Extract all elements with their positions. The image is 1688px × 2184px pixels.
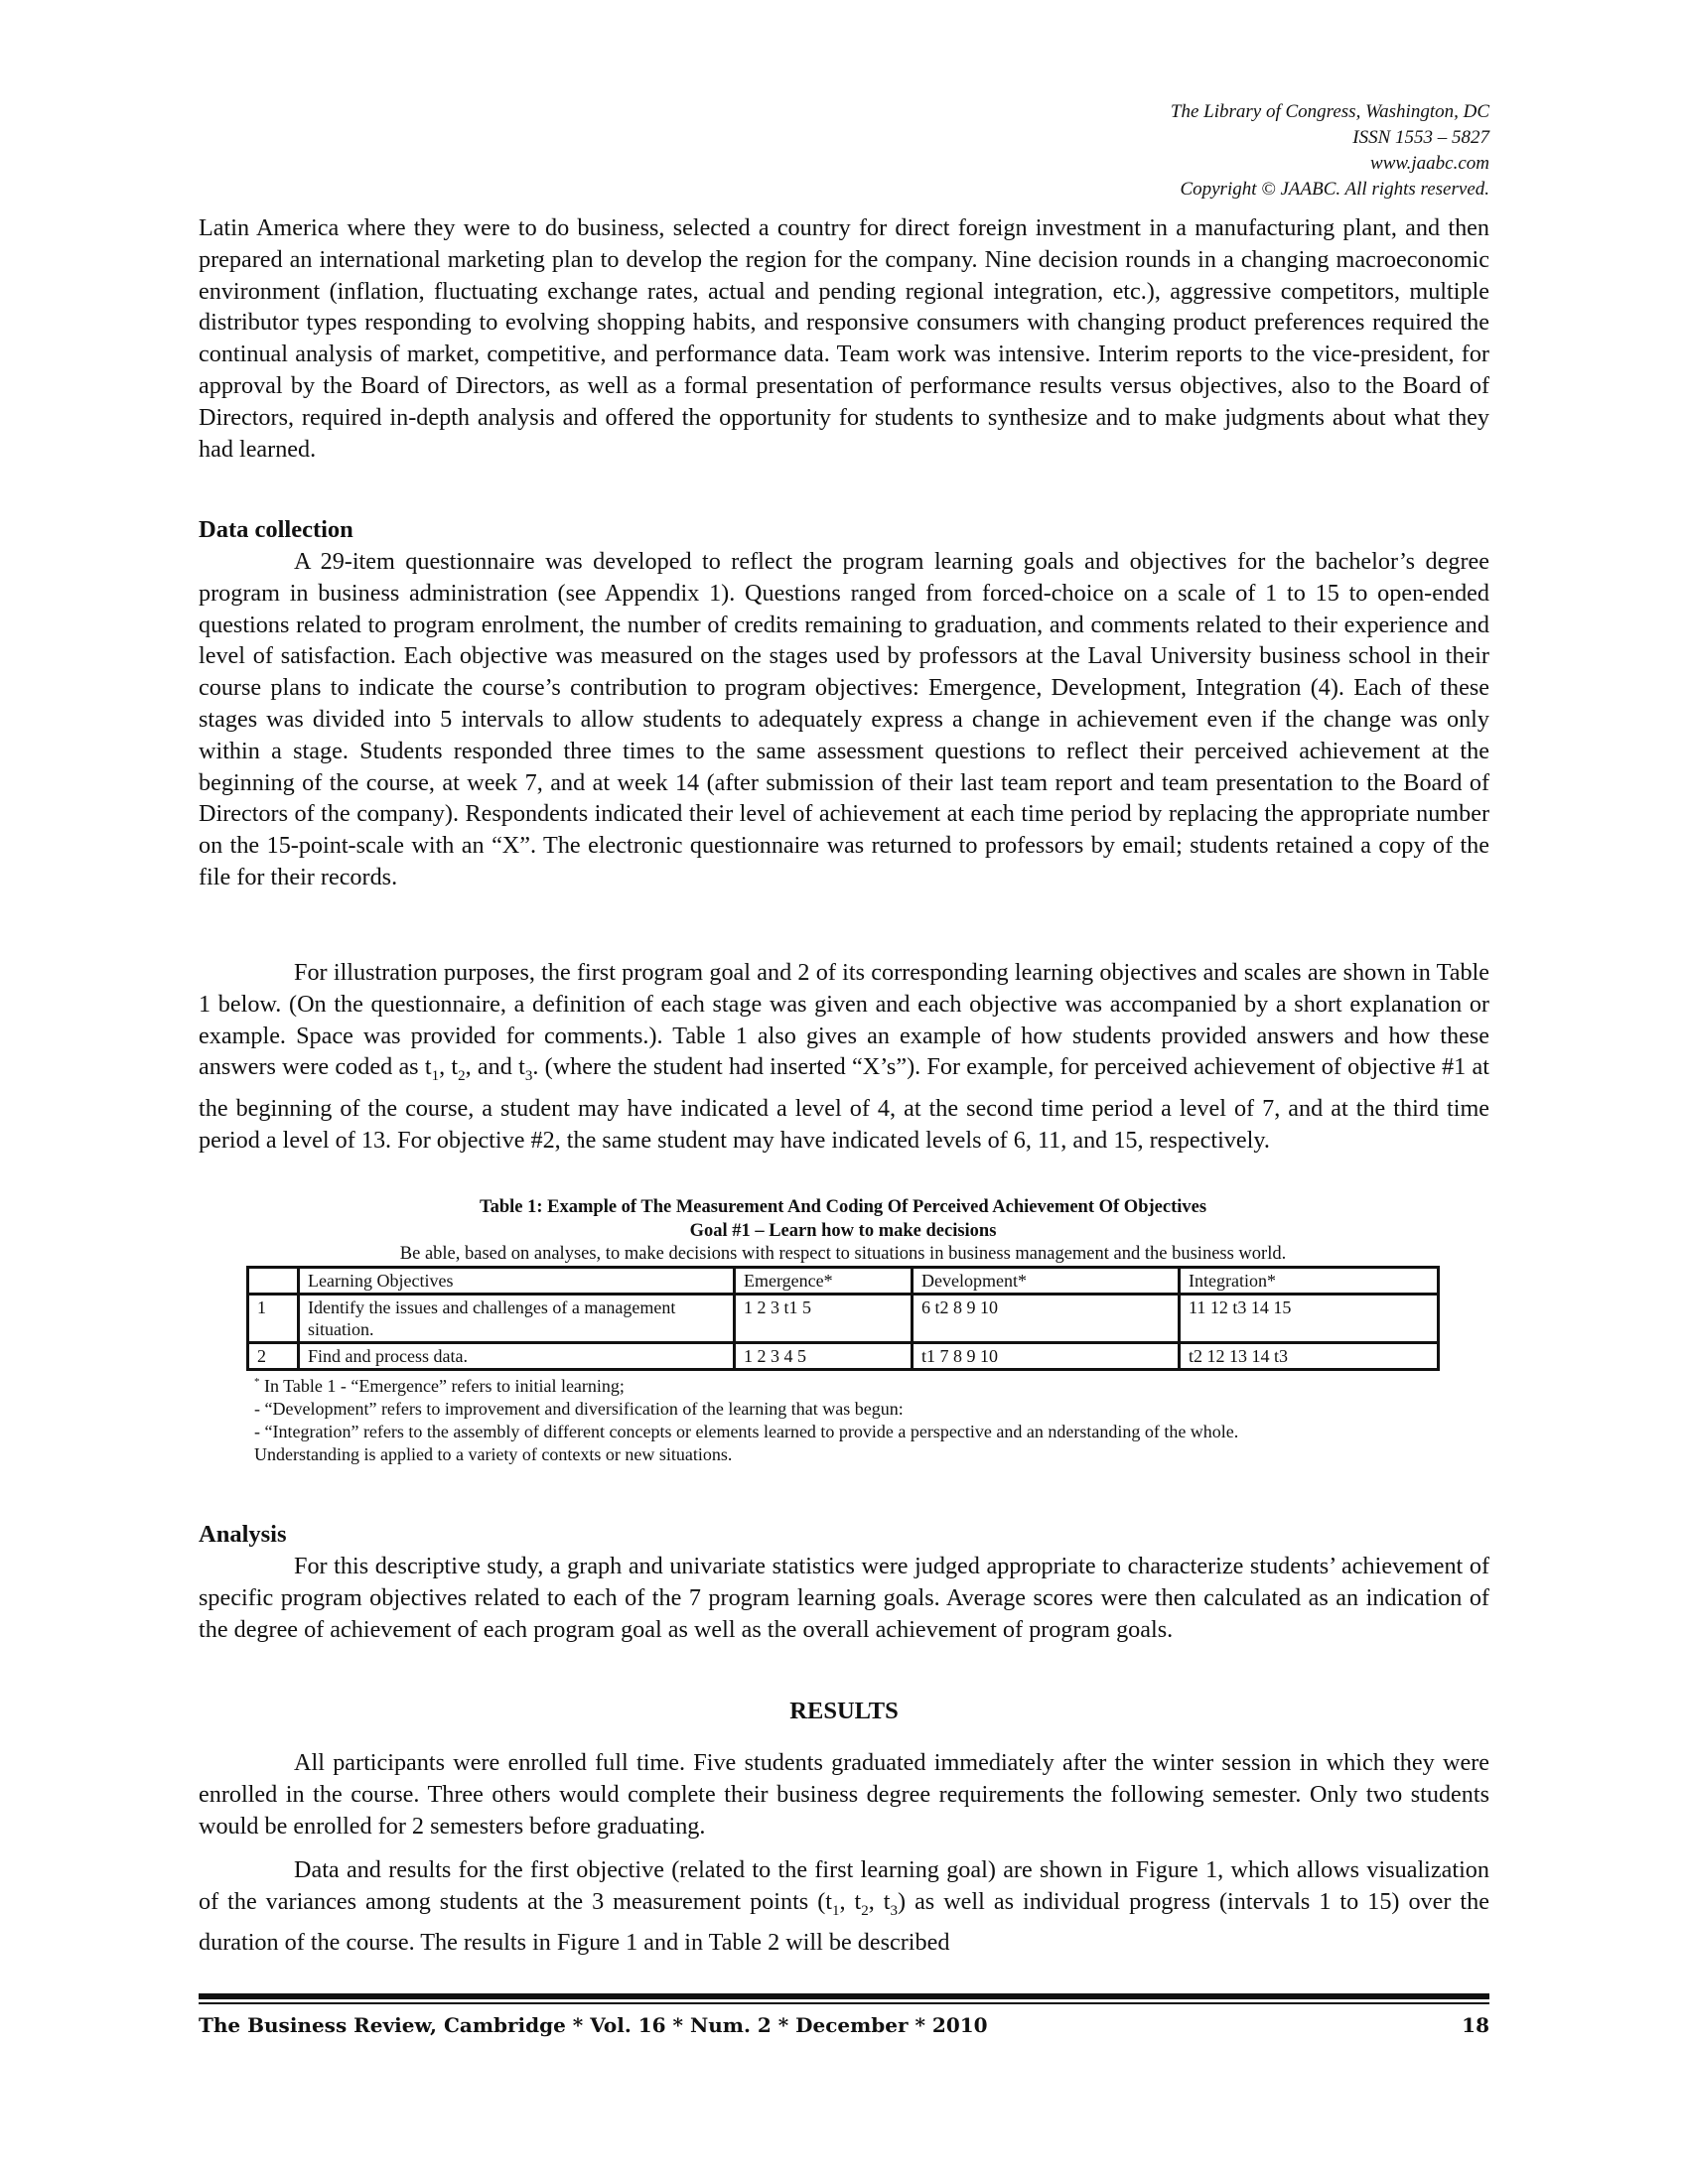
data-collection-heading: Data collection	[199, 516, 353, 543]
table-cell: Identify the issues and challenges of a management situation.	[299, 1295, 735, 1343]
header-line-1: The Library of Congress, Washington, DC	[1170, 101, 1489, 122]
table-goal-description: Be able, based on analyses, to make decisions with respect to situations in business management and the business world.	[399, 1244, 1287, 1264]
subscript: 2	[458, 1068, 466, 1085]
header-cell: Development*	[913, 1268, 1180, 1295]
journal-header	[1171, 99, 1489, 203]
header-line-3: www.jaabc.com	[1370, 153, 1489, 174]
results-section	[199, 1747, 1489, 1842]
para-text: For illustration purposes, the first program goal and 2 of its corresponding learning objectives and scales are shown in Table 1 below. (On the questionnaire, a definition of each stage was given and each objective was accompanied by a short explanation or example. Space was provided for comments.). Table 1 also gives an example of how students provided answers and how these answers were coded as t	[199, 959, 1489, 1081]
header-cell	[248, 1268, 299, 1295]
results-section-2	[199, 1854, 1489, 1959]
footer-rule	[199, 1993, 1489, 2004]
header-cell: Learning Objectives	[299, 1268, 735, 1295]
intro-section	[199, 212, 1489, 465]
para-text: , and t	[465, 1053, 525, 1081]
header-line-4: Copyright © JAABC. All rights reserved.	[1180, 179, 1489, 200]
note-2: - “Development” refers to improvement and diversification of the learning that was begun:	[254, 1399, 904, 1419]
para-text: , t	[439, 1053, 459, 1081]
table-cell: Find and process data.	[299, 1343, 735, 1370]
subscript: 1	[431, 1068, 440, 1085]
intro-paragraph: Latin America where they were to do business, selected a country for direct foreign investment in a manufacturing plant, and then prepared an international marketing plan to develop the region for the company. Nine decision rounds in a changing macroeconomic environment (inflation, fluctuating exchange rates, actual and pending regional integration, etc.), aggressive competitors, multiple distributor types responding to evolving shopping habits, and responsive consumers with changing product preferences required the continual analysis of market, competitive, and performance data. Team work was intensive. Interim reports to the vice-president, for approval by the Board of Directors, as well as a formal presentation of performance results versus objectives, also to the Board of Directors, required in-depth analysis and offered the opportunity for students to synthesize and to make judgments about what they had learned.	[199, 214, 1489, 463]
table-row	[248, 1295, 1439, 1343]
page-footer	[199, 2013, 1489, 2037]
table-cell: t2 12 13 14 t3	[1180, 1343, 1439, 1370]
para-text: , t	[839, 1887, 862, 1915]
table-caption: Table 1: Example of The Measurement And Coding Of Perceived Achievement Of Objectives	[479, 1197, 1207, 1217]
results-paragraph-2	[199, 1854, 1489, 1959]
table-goal: Goal #1 – Learn how to make decisions	[689, 1221, 997, 1241]
para-text: Data and results for the first objective (related to the first learning goal) are shown in Figure 1, which allows visualization of the variances among students at the 3 measurement points (t	[199, 1856, 1489, 1915]
note-text: In Table 1 - “Emergence” refers to initial learning;	[264, 1376, 625, 1396]
para-text: . (where the student had inserted “X’s”). For example, for perceived achievement of objective #1 at the beginning of the course, a student may have indicated a level of 4, at the second time period a level of 7, and at the third time period a level of 13. For objective #2, the same student may have indicated levels of 6, 11, and 15, respectively.	[199, 1053, 1489, 1154]
objectives-table	[246, 1266, 1440, 1371]
table-cell: 1 2 3 t1 5	[735, 1295, 913, 1343]
footer-journal: The Business Review, Cambridge * Vol. 16 * Num. 2 * December * 2010	[199, 2013, 988, 2037]
para-text: ) as well as individual progress (intervals 1 to 15) over the duration of the course. The results in Figure 1 and in Table 2 will be described	[199, 1887, 1489, 1957]
note-1	[254, 1371, 1440, 1398]
subscript: 1	[832, 1902, 840, 1919]
table-cell: 11 12 t3 14 15	[1180, 1295, 1439, 1343]
table-cell: 6 t2 8 9 10	[913, 1295, 1180, 1343]
data-collection-section	[199, 514, 1489, 893]
subscript: 3	[524, 1068, 533, 1085]
data-collection-paragraph-1: A 29-item questionnaire was developed to reflect the program learning goals and objectives for the bachelor’s degree program in business administration (see Appendix 1). Questions ranged from forced-choice on a scale of 1 to 15 to open-ended questions related to program enrolment, the number of credits remaining to graduation, and comments related to their experience and level of satisfaction. Each objective was measured on the stages used by professors at the Laval University business school in their course plans to indicate the course’s contribution to program objectives: Emergence, Development, Integration (4). Each of these stages was divided into 5 intervals to allow students to adequately express a change in achievement even if the change was only within a stage. Students responded three times to the same assessment questions to reflect their perceived achievement at the beginning of the course, at week 7, and at week 14 (after submission of their last team report and team presentation to the Board of Directors of the company). Respondents indicated their level of achievement at each time period by replacing the appropriate number on the 15-point-scale with an “X”. The electronic questionnaire was returned to professors by email; students retained a copy of the file for their records.	[199, 548, 1489, 890]
header-cell: Integration*	[1180, 1268, 1439, 1295]
note-4: Understanding is applied to a variety of contexts or new situations.	[254, 1444, 733, 1464]
table-cell: t1 7 8 9 10	[913, 1343, 1180, 1370]
table-row	[248, 1343, 1439, 1370]
table-cell: 2	[248, 1343, 299, 1370]
page-number: 18	[1462, 2013, 1489, 2037]
table-notes	[254, 1371, 1440, 1466]
table-header-row	[248, 1268, 1439, 1295]
analysis-paragraph: For this descriptive study, a graph and univariate statistics were judged appropriate to characterize students’ achievement of specific program objectives related to each of the 7 program learning goals. Average scores were then calculated as an indication of the degree of achievement of each program goal as well as the overall achievement of program goals.	[199, 1553, 1489, 1643]
footer-rule-thick	[199, 1993, 1489, 1999]
data-collection-paragraph-2	[199, 957, 1489, 1157]
results-heading: RESULTS	[789, 1698, 899, 1724]
subscript: 3	[890, 1902, 899, 1919]
table-cell: 1 2 3 4 5	[735, 1343, 913, 1370]
analysis-heading: Analysis	[199, 1521, 287, 1548]
results-paragraph-1: All participants were enrolled full time. Five students graduated immediately after the winter session in which they were enrolled in the course. Three others would complete their business degree requirements the following semester. Only two students would be enrolled for 2 semesters before graduating.	[199, 1749, 1489, 1840]
footer-rule-thin	[199, 2002, 1489, 2004]
note-3: - “Integration” refers to the assembly of different concepts or elements learned to provide a perspective and an nderstanding of the whole.	[254, 1422, 1239, 1441]
note-marker: *	[254, 1376, 260, 1388]
header-cell: Emergence*	[735, 1268, 913, 1295]
table-1	[246, 1195, 1440, 1466]
analysis-section	[199, 1519, 1489, 1645]
header-line-2: ISSN 1553 – 5827	[1352, 127, 1489, 148]
illustration-section	[199, 957, 1489, 1157]
subscript: 2	[861, 1902, 869, 1919]
para-text: , t	[868, 1887, 891, 1915]
table-cell: 1	[248, 1295, 299, 1343]
